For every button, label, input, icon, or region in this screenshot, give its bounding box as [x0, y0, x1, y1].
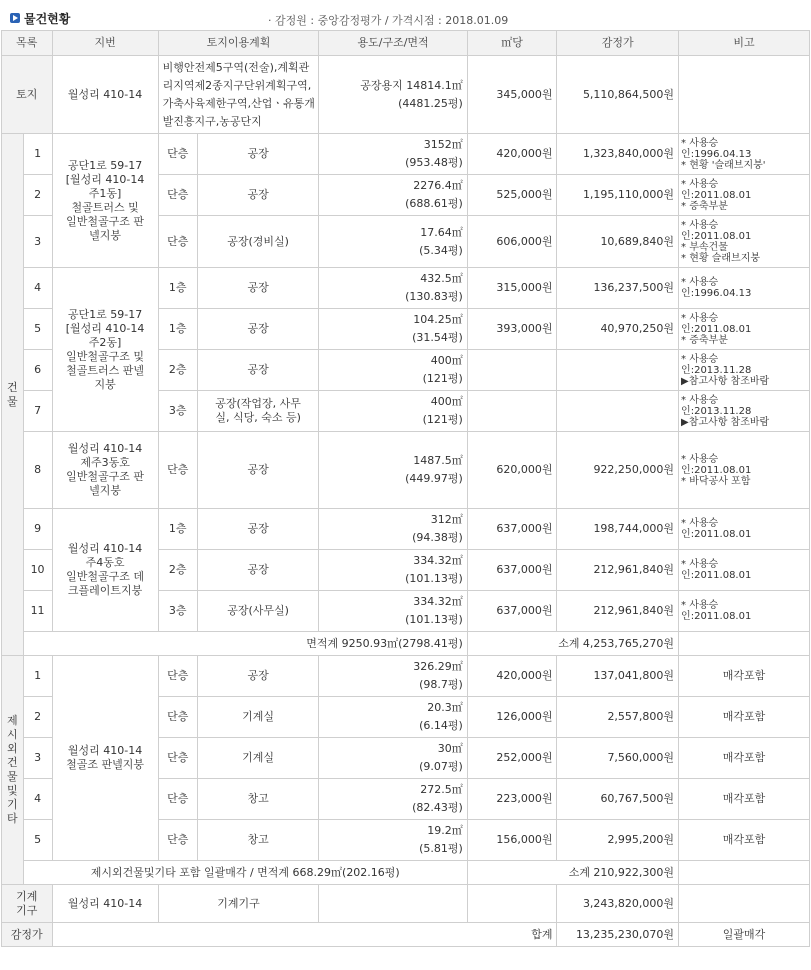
price: 1,195,110,000원: [557, 175, 679, 216]
price: 10,689,840원: [557, 216, 679, 268]
remarks: 매각포함: [679, 779, 810, 820]
price: 1,323,840,000원: [557, 134, 679, 175]
use: 공장: [197, 509, 319, 550]
building-subtotal-remarks: [679, 632, 810, 656]
row-number: 4: [23, 268, 52, 309]
remarks: * 사용승 인:2013.11.28 ▶참고사항 참조바람: [679, 391, 810, 432]
use: 공장: [197, 432, 319, 509]
floor: 1층: [158, 509, 197, 550]
row-number: 5: [23, 309, 52, 350]
remarks: * 사용승 인:2011.08.01: [679, 509, 810, 550]
remarks: 매각포함: [679, 697, 810, 738]
extra-category: 제시 외 건물 및기 타: [2, 656, 24, 885]
use: 창고: [197, 779, 319, 820]
price: 2,557,800원: [557, 697, 679, 738]
area: 104.25㎡ (31.54평): [319, 309, 467, 350]
building-group-3-lot: 월성리 410-14 제주3동호 일반철골구조 판 넬지붕: [52, 432, 158, 509]
extra-subtotal-row: [2, 861, 810, 885]
unit-price: 223,000원: [467, 779, 557, 820]
use: 공장(경비실): [197, 216, 319, 268]
use: 공장: [197, 268, 319, 309]
building-category: 건물: [2, 134, 24, 656]
area: 272.5㎡ (82.43평): [319, 779, 467, 820]
table-row: [2, 134, 810, 175]
appraisal-total-label: 합계: [52, 923, 557, 947]
remarks: * 사용승 인:2011.08.01 * 바닥공사 포함: [679, 432, 810, 509]
row-number: 10: [23, 550, 52, 591]
price: 922,250,000원: [557, 432, 679, 509]
use: 공장: [197, 350, 319, 391]
floor: 단층: [158, 134, 197, 175]
price: 212,961,840원: [557, 591, 679, 632]
table-row: [2, 432, 810, 509]
remarks: * 사용승 인:2011.08.01 * 증축부분: [679, 175, 810, 216]
land-category: 토지: [2, 56, 53, 134]
use: 공장: [197, 175, 319, 216]
row-number: 3: [23, 738, 52, 779]
col-header-lot: 지번: [52, 31, 158, 56]
building-group-2-lot: 공단1로 59-17 [월성리 410-14 주2동] 일반철골구조 및 철골트러스 판넬 지붕: [52, 268, 158, 432]
area: 312㎡ (94.38평): [319, 509, 467, 550]
land-area: 공장용지 14814.1㎡ (4481.25평): [319, 56, 467, 134]
machinery-category: 기계 기구: [2, 885, 53, 923]
area: 400㎡ (121평): [319, 391, 467, 432]
price: [557, 391, 679, 432]
section-header: [0, 0, 811, 30]
col-header-category: 목록: [2, 31, 53, 56]
use: 기계실: [197, 697, 319, 738]
unit-price: 393,000원: [467, 309, 557, 350]
machinery-price: 3,243,820,000원: [557, 885, 679, 923]
price: [557, 350, 679, 391]
area: 30㎡ (9.07평): [319, 738, 467, 779]
land-unit-price: 345,000원: [467, 56, 557, 134]
row-number: 6: [23, 350, 52, 391]
building-group-1-lot: 공단1로 59-17 [월성리 410-14 주1동] 철골트러스 및 일반철골구조 판 넬지붕: [52, 134, 158, 268]
extra-summary: 제시외건물및기타 포함 일괄매각 / 면적계 668.29㎡(202.16평): [23, 861, 467, 885]
unit-price: 620,000원: [467, 432, 557, 509]
unit-price: 252,000원: [467, 738, 557, 779]
remarks: * 사용승 인:2011.08.01: [679, 591, 810, 632]
remarks: * 사용승 인:2011.08.01 * 부속건물 * 현황 슬래브지붕: [679, 216, 810, 268]
table-row: [2, 656, 810, 697]
floor: 단층: [158, 820, 197, 861]
price: 7,560,000원: [557, 738, 679, 779]
price: 198,744,000원: [557, 509, 679, 550]
use: 기계실: [197, 738, 319, 779]
floor: 단층: [158, 738, 197, 779]
unit-price: [467, 391, 557, 432]
row-number: 9: [23, 509, 52, 550]
remarks: 매각포함: [679, 820, 810, 861]
area: 1487.5㎡ (449.97평): [319, 432, 467, 509]
unit-price: 525,000원: [467, 175, 557, 216]
unit-price: 420,000원: [467, 134, 557, 175]
appraisal-total-row: [2, 923, 810, 947]
col-header-remarks: 비고: [679, 31, 810, 56]
machinery-remarks: [679, 885, 810, 923]
floor: 단층: [158, 216, 197, 268]
col-header-area: 용도/구조/면적: [319, 31, 467, 56]
price: 40,970,250원: [557, 309, 679, 350]
area: 334.32㎡ (101.13평): [319, 550, 467, 591]
land-use-plan: 비행안전제5구역(전술),계획관리지역제2종지구단위계획구역,가축사육제한구역,산업ㆍ유통개발진흥지구,농공단지: [158, 56, 319, 134]
building-subtotal: 소계 4,253,765,270원: [467, 632, 678, 656]
section-title: 물건현황: [24, 12, 71, 26]
unit-price: 637,000원: [467, 509, 557, 550]
machinery-unit-price: [467, 885, 557, 923]
row-number: 4: [23, 779, 52, 820]
use: 공장(사무실): [197, 591, 319, 632]
floor: 1층: [158, 309, 197, 350]
price: 137,041,800원: [557, 656, 679, 697]
floor: 단층: [158, 656, 197, 697]
land-lot: 월성리 410-14: [52, 56, 158, 134]
use: 공장(작업장, 사무 실, 식당, 숙소 등): [197, 391, 319, 432]
remarks: 매각포함: [679, 738, 810, 779]
floor: 단층: [158, 432, 197, 509]
area: 432.5㎡ (130.83평): [319, 268, 467, 309]
floor: 3층: [158, 591, 197, 632]
appraisal-category: 감정가: [2, 923, 53, 947]
floor: 2층: [158, 550, 197, 591]
unit-price: 606,000원: [467, 216, 557, 268]
unit-price: 420,000원: [467, 656, 557, 697]
row-number: 11: [23, 591, 52, 632]
area: 400㎡ (121평): [319, 350, 467, 391]
area: 2276.4㎡ (688.61평): [319, 175, 467, 216]
row-number: 8: [23, 432, 52, 509]
building-group-4-lot: 월성리 410-14 주4동호 일반철골구조 데 크플레이트지붕: [52, 509, 158, 632]
machinery-row: [2, 885, 810, 923]
area: 3152㎡ (953.48평): [319, 134, 467, 175]
table-row: [2, 509, 810, 550]
machinery-area: [319, 885, 467, 923]
price: 136,237,500원: [557, 268, 679, 309]
table-row: [2, 268, 810, 309]
unit-price: 156,000원: [467, 820, 557, 861]
use: 창고: [197, 820, 319, 861]
row-number: 1: [23, 134, 52, 175]
row-number: 2: [23, 697, 52, 738]
use: 공장: [197, 550, 319, 591]
building-subtotal-row: [2, 632, 810, 656]
property-status-table: [1, 30, 810, 947]
floor: 단층: [158, 697, 197, 738]
row-number: 5: [23, 820, 52, 861]
remarks: * 사용승 인:1996.04.13 * 현황 '슬래브지붕': [679, 134, 810, 175]
row-number: 1: [23, 656, 52, 697]
use: 공장: [197, 656, 319, 697]
col-header-unit-price: ㎡당: [467, 31, 557, 56]
remarks: 매각포함: [679, 656, 810, 697]
extra-subtotal: 소계 210,922,300원: [467, 861, 678, 885]
remarks: * 사용승 인:2011.08.01: [679, 550, 810, 591]
price: 2,995,200원: [557, 820, 679, 861]
price: 212,961,840원: [557, 550, 679, 591]
remarks: * 사용승 인:2011.08.01 * 증축부분: [679, 309, 810, 350]
unit-price: [467, 350, 557, 391]
land-row: [2, 56, 810, 134]
appraisal-meta: · 감정원 : 중앙감정평가 / 가격시점 : 2018.01.09: [268, 14, 509, 27]
unit-price: 126,000원: [467, 697, 557, 738]
floor: 3층: [158, 391, 197, 432]
floor: 1층: [158, 268, 197, 309]
land-price: 5,110,864,500원: [557, 56, 679, 134]
unit-price: 637,000원: [467, 591, 557, 632]
unit-price: 637,000원: [467, 550, 557, 591]
bullet-arrow-icon: [10, 13, 20, 23]
floor: 단층: [158, 779, 197, 820]
table-header-row: [2, 31, 810, 56]
area: 334.32㎡ (101.13평): [319, 591, 467, 632]
floor: 2층: [158, 350, 197, 391]
area: 20.3㎡ (6.14평): [319, 697, 467, 738]
floor: 단층: [158, 175, 197, 216]
row-number: 7: [23, 391, 52, 432]
remarks: * 사용승 인:1996.04.13: [679, 268, 810, 309]
land-remarks: [679, 56, 810, 134]
row-number: 2: [23, 175, 52, 216]
appraisal-remarks: 일괄매각: [679, 923, 810, 947]
machinery-desc: 기계기구: [158, 885, 319, 923]
extra-subtotal-remarks: [679, 861, 810, 885]
area: 19.2㎡ (5.81평): [319, 820, 467, 861]
extra-lot: 월성리 410-14 철골조 판넬지붕: [52, 656, 158, 861]
area: 17.64㎡ (5.34평): [319, 216, 467, 268]
building-area-total: 면적계 9250.93㎡(2798.41평): [23, 632, 467, 656]
appraisal-total: 13,235,230,070원: [557, 923, 679, 947]
remarks: * 사용승 인:2013.11.28 ▶참고사항 참조바람: [679, 350, 810, 391]
row-number: 3: [23, 216, 52, 268]
col-header-land-use: 토지이용계획: [158, 31, 319, 56]
use: 공장: [197, 309, 319, 350]
col-header-appraised-price: 감정가: [557, 31, 679, 56]
price: 60,767,500원: [557, 779, 679, 820]
unit-price: 315,000원: [467, 268, 557, 309]
use: 공장: [197, 134, 319, 175]
area: 326.29㎡ (98.7평): [319, 656, 467, 697]
machinery-lot: 월성리 410-14: [52, 885, 158, 923]
